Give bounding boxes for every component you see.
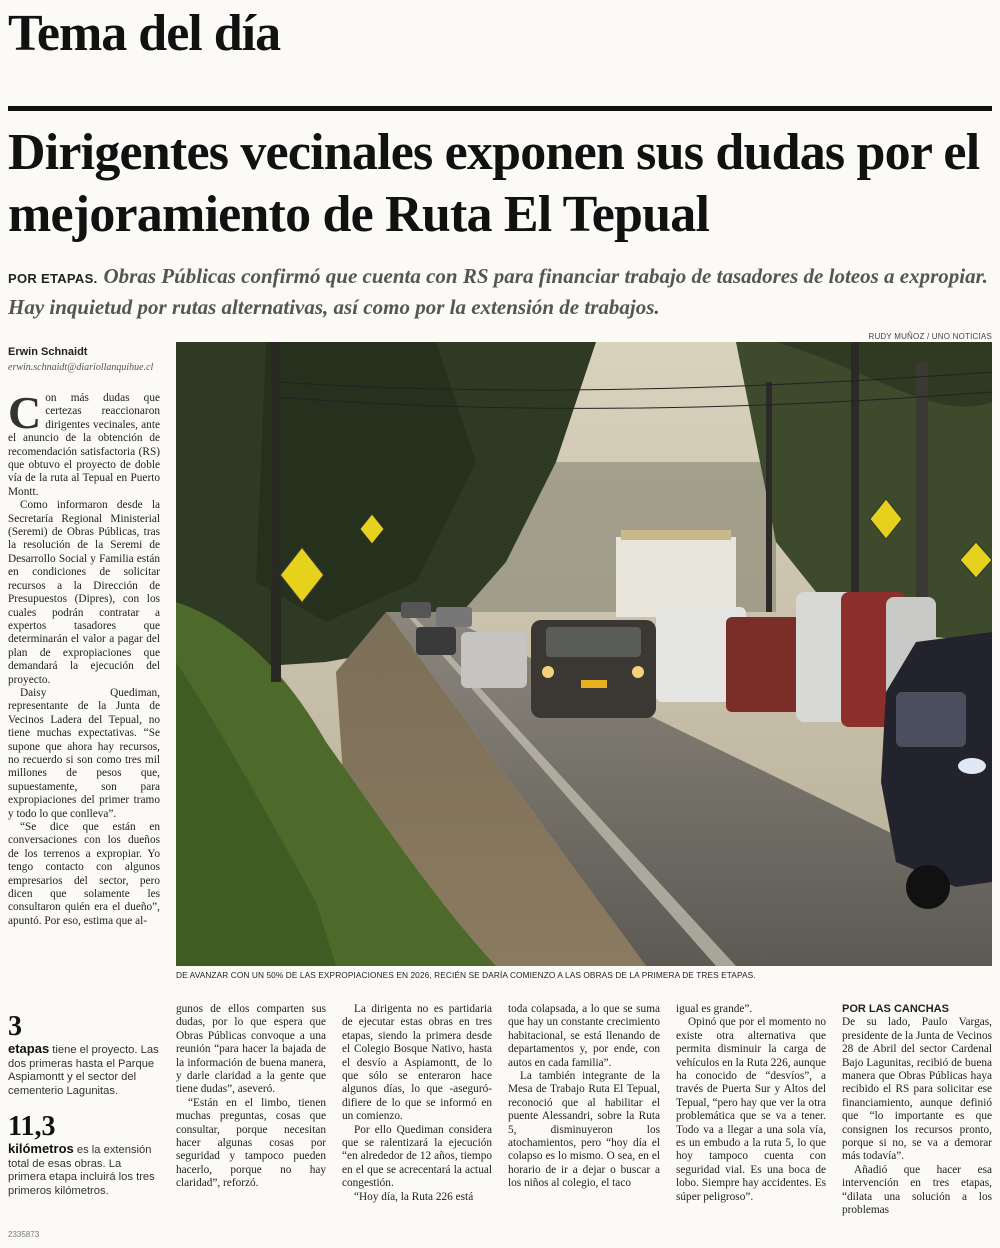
article-column-5 [676, 1003, 826, 1204]
paragraph: “Se dice que están en conversaciones con los dueños de los terrenos a expropiar. Yo tengo contacto con algunos empresarios del sector, pero dicen que solamente les consultaron quién era el dueño”, apuntó. Por eso, estima que al- [8, 821, 160, 927]
paragraph: La también integrante de la Mesa de Trabajo Ruta El Tepual, reconoció que al habilitar el puente Alessandri, sobre la Ruta 5, disminuyeron los atochamientos, pero “hoy día el colapso es lo mismo. O sea, en el horario de ir a dejar o buscar a los niños al colegio, el taco [508, 1070, 660, 1190]
paragraph: Por ello Quediman considera que se ralentizará la ejecución “en alrededor de 12 años, tiempo en el que se acrecentará la actual congestión. [342, 1123, 492, 1190]
byline [8, 346, 168, 373]
paragraph: toda colapsada, a lo que se suma que hay un constante crecimiento habitacional, se está llenando de departamentos y, por ende, con autos en cada familia”. [508, 1003, 660, 1069]
reference-code: 2335873 [8, 1230, 40, 1239]
deck [8, 262, 992, 321]
article-column-3 [342, 1003, 492, 1204]
fact-text [8, 1042, 160, 1098]
deck-text: Obras Públicas confirmó que cuenta con RS para financiar trabajo de tasadores de loteos a expropiar. Hay inquietud por rutas alternativas, así como por la extensión de trabajos. [8, 264, 988, 319]
paragraph: igual es grande”. [676, 1003, 753, 1015]
paragraph: Opinó que por el momento no existe otra alternativa que permita disminuir la carga de vehículos en la Ruta 226, aunque ha conocido de “desvíos”, a través de Puerta Sur y Altos del Tepual, “pero hay que ver la otra problemática que se va a tener. Todo va a llegar a una sola vía, es un embudo a la ruta 5, lo que hoy tampoco cuenta con seguridad vial. Es una boca de lobo. Siempre hay accidentes. Es súper peligroso”. [676, 1016, 826, 1203]
fact-label: kilómetros [8, 1141, 74, 1156]
dropcap: C [8, 387, 42, 438]
fact-description: es la extensión total de esas obras. La primera etapa incluirá los tres primeros kilómetros. [8, 1144, 155, 1197]
section-rule [8, 106, 992, 111]
paragraph-text: on más dudas que certezas reaccionaron dirigentes vecinales, ante el anuncio de la obtención de recomendación satisfactoria (RS) que obtuvo el proyecto de doble vía de la ruta al Tepual en Puerto Montt. [8, 392, 160, 498]
news-photo [176, 342, 992, 966]
fact-number: 11,3 [8, 1111, 56, 1142]
article-column-6 [842, 1003, 992, 1218]
paragraph: Añadió que hacer esa intervención en tres etapas, “dilata una solución a los problemas [842, 1163, 992, 1217]
paragraph: La dirigenta no es partidaria de ejecutar estas obras en tres etapas, siendo la primera desde el Colegio Bosque Nativo, hasta el desvío a Aspiamontt, de lo que sólo se enteraron hace algunos días, lo que -aseguró- difiere de lo que se informó en un comienzo. [342, 1003, 492, 1123]
paragraph: “Hoy día, la Ruta 226 está [354, 1190, 474, 1203]
paragraph: De su lado, Paulo Vargas, presidente de la Junta de Vecinos 28 de Abril del sector Cardenal Bajo Lagunitas, recibió de buena manera que Obras Públicas haya recibido el RS para solicitar ese financiamiento, aunque definió que “lo importante es que consignen los recursos pronto, porque si no, se va a demorar más todavía”. [842, 1016, 992, 1163]
paragraph [8, 387, 160, 499]
article-column-1 [8, 387, 160, 928]
fact-text [8, 1142, 160, 1198]
photo-caption: DE AVANZAR CON UN 50% DE LAS EXPROPIACIONES EN 2026, RECIÉN SE DARÍA COMIENZO A LAS OBRAS DE LA PRIMERA DE TRES ETAPAS. [176, 970, 756, 980]
fact-item [8, 1112, 160, 1198]
fact-number: 3 [8, 1011, 22, 1042]
photo-credit: RUDY MUÑOZ / UNO NOTICIAS [868, 332, 992, 341]
article-column-4 [508, 1003, 660, 1191]
section-title: Tema del día [8, 5, 281, 62]
byline-name: Erwin Schnaidt [8, 346, 88, 358]
fact-description: tiene el proyecto. Las dos primeras hasta el Parque Aspiamontt y el sector del cementerio Lagunitas. [8, 1044, 159, 1097]
fact-label: etapas [8, 1041, 50, 1056]
paragraph: Como informaron desde la Secretaría Regional Ministerial (Seremi) de Obras Públicas, tras la resolución de la Seremi de Desarrollo Social y Familia están en condiciones de solicitar recursos a la Dirección de Presupuestos (Dipres), con los cuales podrán contratar a expertos tasadores que determinarán el valor a pagar del plan de expropiaciones que demandará la ejecución del proyecto. [8, 499, 160, 686]
headline: Dirigentes vecinales exponen sus dudas por el mejoramiento de Ruta El Tepual [8, 124, 980, 243]
byline-email: erwin.schnaidt@diariollanquihue.cl [8, 362, 154, 373]
deck-kicker: POR ETAPAS. [8, 271, 98, 286]
article-column-2 [176, 1003, 326, 1191]
fact-box [8, 1012, 160, 1198]
paragraph: gunos de ellos comparten sus dudas, por lo que espera que Obras Públicas convoque a una reunión “para hacer la bajada de la información de buena manera, y darle claridad a la gente que tiene dudas”, aseveró. [176, 1003, 326, 1096]
subheading: POR LAS CANCHAS [842, 1003, 949, 1015]
paragraph: Daisy Quediman, representante de la Junta de Vecinos Ladera del Tepual, no tiene muchas expectativas. “Se supone que ahora hay recursos, no recuerdo si son como tres mil millones de pesos que, supuestamente, son para expropiaciones del primer tramo y todo lo que conlleva”. [8, 686, 160, 820]
fact-item [8, 1012, 160, 1098]
paragraph: “Están en el limbo, tienen muchas preguntas, cosas que consultar, porque necesitan hacer algunas cosas por seguridad y tampoco pueden hacerlo, porque no hay claridad”, reforzó. [176, 1096, 326, 1190]
